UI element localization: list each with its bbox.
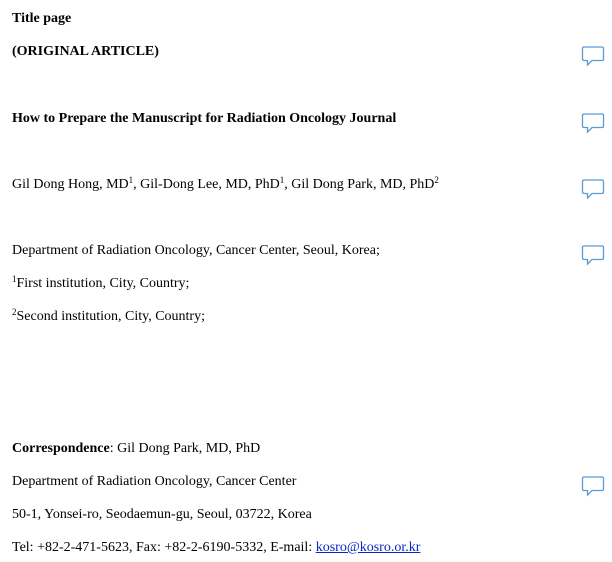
page-heading: Title page [12,11,72,26]
manuscript-title: How to Prepare the Manuscript for Radiation Oncology Journal [12,111,397,126]
affiliation-mark: 2 [12,307,17,317]
affiliation-mark: 2 [434,175,439,185]
comment-icon[interactable] [581,244,605,266]
author-line [12,176,439,194]
affiliation-mark: 1 [279,175,285,185]
author-separator: , [284,177,292,192]
affiliation-text: First institution, City, Country; [16,276,190,291]
affiliation-mark: 1 [12,274,17,284]
comment-icon[interactable] [581,112,605,134]
author-name: Gil Dong Park, MD, PhD [291,177,435,192]
correspondence-label: Correspondence [12,441,110,456]
author-name: Gil Dong Hong, MD [12,177,129,192]
email-link[interactable]: kosro@kosro.or.kr [315,540,421,555]
affiliation-mark: 1 [128,175,134,185]
affiliation-text: Second institution, City, Country; [16,309,205,324]
affiliation-second [12,308,205,326]
correspondence-address: 50-1, Yonsei-ro, Seodaemun-gu, Seoul, 03722, Korea [12,507,312,522]
affiliation-primary: Department of Radiation Oncology, Cancer Center, Seoul, Korea; [12,243,380,258]
comment-icon[interactable] [581,178,605,200]
correspondence-name: : Gil Dong Park, MD, PhD [109,441,261,456]
correspondence-line [12,440,260,458]
author-name: Gil-Dong Lee, MD, PhD [140,177,280,192]
contact-text: Tel: +82-2-471-5623, Fax: +82-2-6190-5332, E-mail: [12,540,316,555]
comment-icon[interactable] [581,475,605,497]
comment-icon[interactable] [581,45,605,67]
author-separator: , [133,177,141,192]
correspondence-department: Department of Radiation Oncology, Cancer Center [12,474,297,489]
affiliation-first [12,275,189,293]
article-type: (ORIGINAL ARTICLE) [12,44,159,59]
correspondence-contact [12,539,420,557]
